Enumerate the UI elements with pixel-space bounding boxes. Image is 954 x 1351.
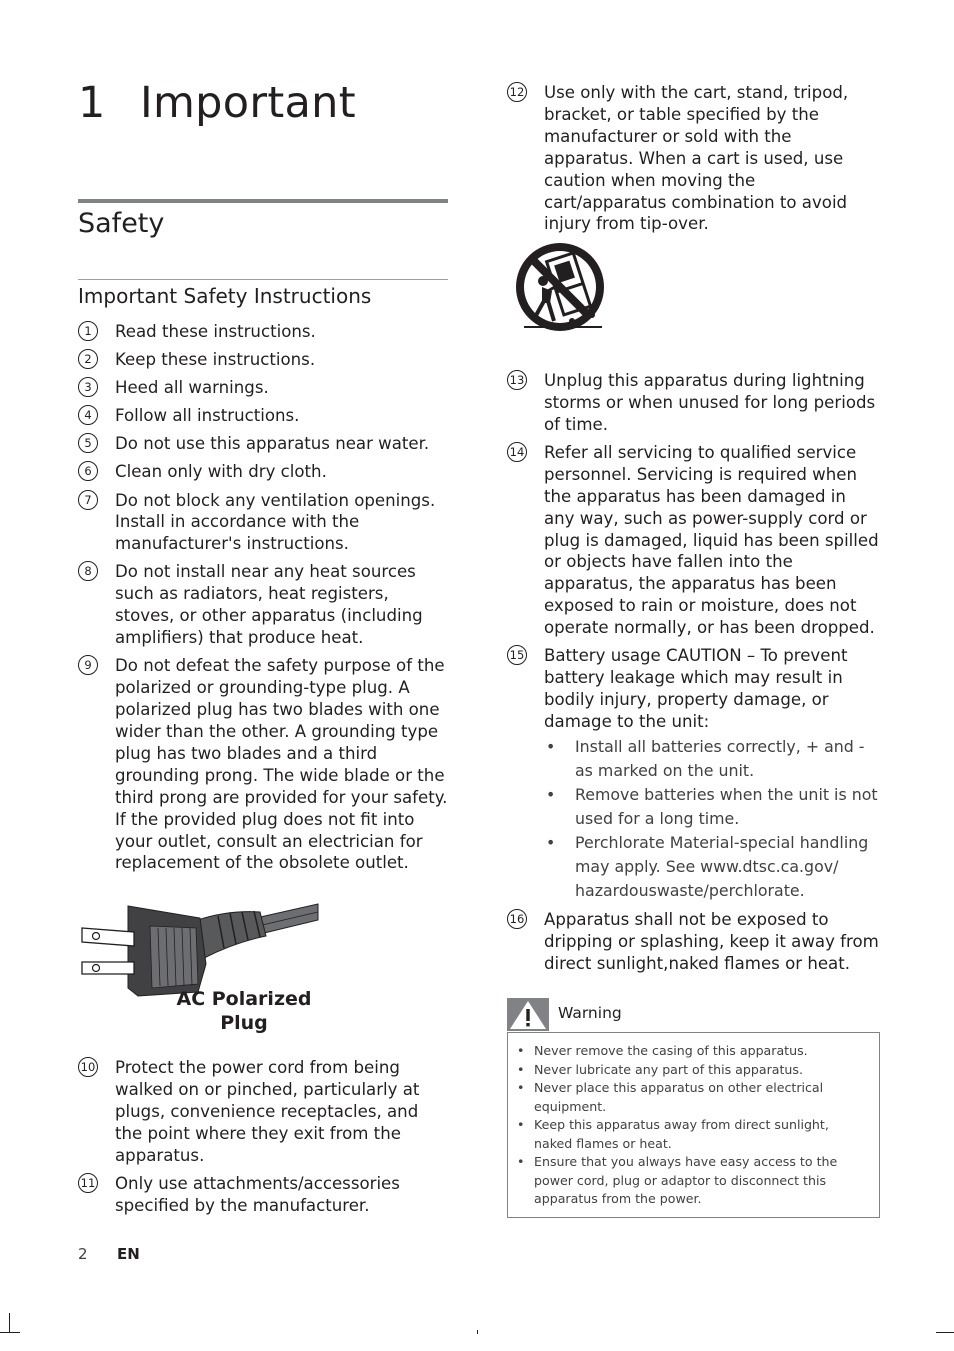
item-text: Read these instructions. xyxy=(115,322,316,341)
item-text: Apparatus shall not be exposed to dripping or splashing, keep it away from direct sunlight,naked flames or heat. xyxy=(544,910,879,973)
item-number: 14 xyxy=(507,442,527,462)
item-number: 15 xyxy=(507,645,527,665)
item-number: 5 xyxy=(78,433,98,453)
item-text: Unplug this apparatus during lightning storms or when unused for long periods of time. xyxy=(544,371,876,434)
item-number: 11 xyxy=(78,1173,98,1193)
item-number: 7 xyxy=(78,490,98,510)
warning-item: • Keep this apparatus away from direct sunlight, naked flames or heat. xyxy=(516,1116,870,1153)
item-text: Only use attachments/accessories specified by the manufacturer. xyxy=(115,1173,400,1215)
item-text: Battery usage CAUTION – To prevent battery leakage which may result in bodily injury, property damage, or damage to the unit: xyxy=(544,646,848,731)
item-number: 2 xyxy=(78,349,98,369)
chapter-heading xyxy=(78,78,356,128)
list-item xyxy=(507,82,879,235)
item-text: Do not block any ventilation openings. Install in accordance with the manufacturer's instructions. xyxy=(115,490,436,554)
item-text: Refer all servicing to qualified service personnel. Servicing is required when the apparatus has been damaged in any way, such as power-supply cord or plug is damaged, liquid has been spilled or objects have fallen into the apparatus, the apparatus has been exposed to rain or moisture, does not operate normally, or has been dropped. xyxy=(544,442,879,638)
item-number: 13 xyxy=(507,370,527,390)
item-number: 12 xyxy=(507,82,527,102)
crop-mark xyxy=(936,1332,954,1333)
item-text: Protect the power cord from being walked on or pinched, particularly at plugs, convenience receptacles, and the point where they exit from the apparatus. xyxy=(115,1058,420,1165)
item-text: Do not defeat the safety purpose of the polarized or grounding-type plug. A polarized plug has two blades with one wider than the other. A grounding type plug has two blades and a third grounding prong. The wide blade or the third prong are provided for your safety. If the provided plug does not fit into your outlet, consult an electrician for replacement of the obsolete outlet. xyxy=(115,656,448,873)
list-item xyxy=(78,321,450,343)
instructions-list-right-continued xyxy=(507,370,879,981)
item-number: 1 xyxy=(78,321,98,341)
item-number: 4 xyxy=(78,405,98,425)
plug-icon xyxy=(82,904,318,996)
item-text: Clean only with dry cloth. xyxy=(115,462,327,482)
list-item xyxy=(78,433,450,455)
item-number: 6 xyxy=(78,461,98,481)
item-text: Heed all warnings. xyxy=(115,378,269,398)
warning-icon xyxy=(507,998,549,1031)
subsection-title: Important Safety Instructions xyxy=(78,284,372,308)
chapter-title: Important xyxy=(140,78,356,128)
item-text: Keep these instructions. xyxy=(115,350,316,370)
warning-item: • Never remove the casing of this apparatus. xyxy=(516,1042,870,1061)
list-item xyxy=(78,490,450,556)
bullet-item: • Remove batteries when the unit is not used for a long time. xyxy=(544,783,879,831)
section-title: Safety xyxy=(78,208,165,239)
crop-mark xyxy=(477,1330,478,1334)
chapter-number: 1 xyxy=(78,78,106,128)
list-item xyxy=(78,1057,450,1167)
list-item xyxy=(78,377,450,399)
cart-tip-over-icon xyxy=(512,241,608,333)
instructions-list-left xyxy=(78,321,450,881)
list-item xyxy=(78,561,450,649)
warning-list xyxy=(516,1042,870,1209)
ac-polarized-plug-illustration xyxy=(78,900,320,1040)
list-item xyxy=(78,349,450,371)
item-text: Follow all instructions. xyxy=(115,406,300,426)
item-number: 3 xyxy=(78,377,98,397)
instructions-list-right xyxy=(507,82,879,242)
language-code: EN xyxy=(117,1245,140,1263)
subsection-divider xyxy=(78,279,448,280)
page-number: 2 xyxy=(78,1245,88,1263)
list-item xyxy=(78,405,450,427)
list-item xyxy=(507,370,879,436)
list-item xyxy=(78,461,450,483)
item-text: Do not use this apparatus near water. xyxy=(115,434,430,454)
list-item xyxy=(507,442,879,639)
plug-caption-line2: Plug xyxy=(220,1012,268,1034)
bullet-item: • Perchlorate Material-special handling may apply. See www.dtsc.ca.gov/ hazardouswaste/perchlorate. xyxy=(544,831,879,903)
crop-mark xyxy=(0,1332,20,1333)
item-number: 16 xyxy=(507,909,527,929)
warning-item: • Never place this apparatus on other electrical equipment. xyxy=(516,1079,870,1116)
item-number: 8 xyxy=(78,561,98,581)
bullet-item: • Install all batteries correctly, + and - as marked on the unit. xyxy=(544,735,879,783)
list-item xyxy=(78,1173,450,1217)
list-item xyxy=(507,645,879,903)
warning-item: • Never lubricate any part of this apparatus. xyxy=(516,1061,870,1080)
item-text: Use only with the cart, stand, tripod, bracket, or table specified by the manufacturer or sold with the apparatus. When a cart is used, use caution when moving the cart/apparatus combination to avoid injury from tip-over. xyxy=(544,83,849,234)
plug-caption-line1: AC Polarized xyxy=(176,988,312,1010)
battery-bullets xyxy=(544,735,879,903)
section-divider xyxy=(78,199,448,203)
warning-item: • Ensure that you always have easy access to the power cord, plug or adaptor to disconnect this apparatus from the power. xyxy=(516,1153,870,1209)
list-item xyxy=(507,909,879,975)
instructions-list-left-continued xyxy=(78,1057,450,1223)
crop-mark xyxy=(9,1313,10,1333)
list-item xyxy=(78,655,450,874)
warning-label: Warning xyxy=(558,1004,622,1022)
item-text: Do not install near any heat sources such as radiators, heat registers, stoves, or other apparatus (including amplifiers) that produce heat. xyxy=(115,562,423,648)
item-number: 9 xyxy=(78,655,98,675)
item-number: 10 xyxy=(78,1057,98,1077)
